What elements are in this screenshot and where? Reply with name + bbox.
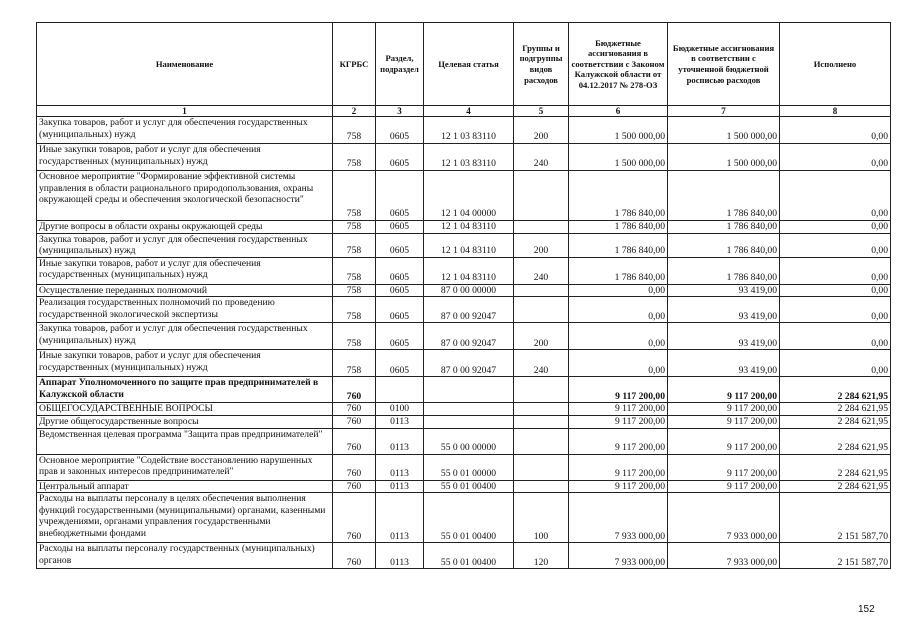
group-cell: 200 <box>514 117 569 144</box>
row-name-cell: Расходы на выплаты персоналу в целях обеспечения выполнения функций государственными (муниципальными) органами, казенными учреждениями, органами управления государственными внебюджетными фондами <box>37 493 333 543</box>
refined-amount-cell: 93 419,00 <box>668 323 780 350</box>
done-amount-cell: 0,00 <box>780 233 891 257</box>
row-name-cell: Иные закупки товаров, работ и услуг для обеспечения государственных (муниципальных) нужд <box>37 144 333 171</box>
target-cell: 55 0 00 00000 <box>424 428 514 454</box>
kgrbs-cell: 758 <box>333 233 376 257</box>
section-cell: 0605 <box>376 221 424 234</box>
table-body <box>37 117 891 569</box>
group-cell <box>514 284 569 297</box>
target-cell <box>424 415 514 428</box>
section-cell: 0605 <box>376 171 424 221</box>
target-cell: 12 1 04 83110 <box>424 221 514 234</box>
kgrbs-cell: 758 <box>333 350 376 377</box>
group-cell: 240 <box>514 144 569 171</box>
section-cell: 0605 <box>376 323 424 350</box>
done-amount-cell: 2 151 587,70 <box>780 493 891 543</box>
group-cell <box>514 415 569 428</box>
row-name-cell: ОБЩЕГОСУДАРСТВЕННЫЕ ВОПРОСЫ <box>37 403 333 416</box>
law-amount-cell: 1 786 840,00 <box>569 257 668 284</box>
section-cell: 0605 <box>376 117 424 144</box>
group-cell <box>514 297 569 323</box>
group-cell: 100 <box>514 493 569 543</box>
refined-amount-cell: 1 786 840,00 <box>668 221 780 234</box>
target-cell <box>424 403 514 416</box>
done-amount-cell: 2 284 621,95 <box>780 377 891 403</box>
table-row <box>37 117 891 144</box>
target-cell: 55 0 01 00000 <box>424 454 514 480</box>
done-amount-cell: 0,00 <box>780 297 891 323</box>
done-amount-cell: 2 284 621,95 <box>780 454 891 480</box>
row-name-cell: Основное мероприятие "Формирование эффективной системы управления в области рационального природопользования, охраны окружающей среды и обеспечения экологической безопасности" <box>37 171 333 221</box>
kgrbs-cell: 760 <box>333 493 376 543</box>
column-number: 1 <box>37 106 333 117</box>
kgrbs-cell: 760 <box>333 480 376 493</box>
target-cell: 55 0 01 00400 <box>424 480 514 493</box>
table-row <box>37 221 891 234</box>
header-section: Раздел, подраздел <box>376 23 424 106</box>
table-row <box>37 323 891 350</box>
done-amount-cell: 0,00 <box>780 171 891 221</box>
refined-amount-cell: 9 117 200,00 <box>668 454 780 480</box>
row-name-cell: Реализация государственных полномочий по проведению государственной экологической экспертизы <box>37 297 333 323</box>
row-name-cell: Другие общегосударственные вопросы <box>37 415 333 428</box>
kgrbs-cell: 758 <box>333 117 376 144</box>
section-cell: 0605 <box>376 144 424 171</box>
row-name-cell: Другие вопросы в области охраны окружающей среды <box>37 221 333 234</box>
column-number: 6 <box>569 106 668 117</box>
row-name-cell: Закупка товаров, работ и услуг для обеспечения государственных (муниципальных) нужд <box>37 233 333 257</box>
done-amount-cell: 2 151 587,70 <box>780 543 891 569</box>
law-amount-cell: 0,00 <box>569 323 668 350</box>
target-cell: 87 0 00 92047 <box>424 297 514 323</box>
law-amount-cell: 1 786 840,00 <box>569 171 668 221</box>
header-name: Наименование <box>37 23 333 106</box>
law-amount-cell: 1 786 840,00 <box>569 233 668 257</box>
column-number: 3 <box>376 106 424 117</box>
refined-amount-cell: 93 419,00 <box>668 350 780 377</box>
table-row <box>37 415 891 428</box>
law-amount-cell: 7 933 000,00 <box>569 543 668 569</box>
budget-table <box>36 22 891 569</box>
group-cell <box>514 480 569 493</box>
done-amount-cell: 0,00 <box>780 117 891 144</box>
table-row <box>37 257 891 284</box>
header-done: Исполнено <box>780 23 891 106</box>
section-cell: 0113 <box>376 543 424 569</box>
section-cell: 0605 <box>376 284 424 297</box>
refined-amount-cell: 1 786 840,00 <box>668 233 780 257</box>
group-cell: 200 <box>514 323 569 350</box>
group-cell: 240 <box>514 257 569 284</box>
row-name-cell: Расходы на выплаты персоналу государственных (муниципальных) органов <box>37 543 333 569</box>
target-cell: 12 1 04 00000 <box>424 171 514 221</box>
table-row <box>37 350 891 377</box>
header-target: Целевая статья <box>424 23 514 106</box>
header-row <box>37 23 891 106</box>
table-row <box>37 428 891 454</box>
law-amount-cell: 9 117 200,00 <box>569 454 668 480</box>
kgrbs-cell: 760 <box>333 403 376 416</box>
done-amount-cell: 0,00 <box>780 350 891 377</box>
law-amount-cell: 9 117 200,00 <box>569 428 668 454</box>
group-cell <box>514 403 569 416</box>
kgrbs-cell: 760 <box>333 543 376 569</box>
refined-amount-cell: 1 786 840,00 <box>668 257 780 284</box>
group-cell: 240 <box>514 350 569 377</box>
done-amount-cell: 2 284 621,95 <box>780 415 891 428</box>
column-number: 7 <box>668 106 780 117</box>
target-cell: 87 0 00 00000 <box>424 284 514 297</box>
section-cell: 0100 <box>376 403 424 416</box>
done-amount-cell: 0,00 <box>780 257 891 284</box>
section-cell <box>376 377 424 403</box>
target-cell: 55 0 01 00400 <box>424 543 514 569</box>
refined-amount-cell: 93 419,00 <box>668 297 780 323</box>
column-number: 8 <box>780 106 891 117</box>
row-name-cell: Осуществление переданных полномочий <box>37 284 333 297</box>
group-cell: 200 <box>514 233 569 257</box>
done-amount-cell: 2 284 621,95 <box>780 428 891 454</box>
law-amount-cell: 9 117 200,00 <box>569 403 668 416</box>
header-groups: Группы и подгруппы видов расходов <box>514 23 569 106</box>
law-amount-cell: 1 500 000,00 <box>569 144 668 171</box>
table-row <box>37 297 891 323</box>
target-cell: 87 0 00 92047 <box>424 350 514 377</box>
section-cell: 0113 <box>376 480 424 493</box>
refined-amount-cell: 1 500 000,00 <box>668 117 780 144</box>
target-cell: 55 0 01 00400 <box>424 493 514 543</box>
header-kgrbs: КГРБС <box>333 23 376 106</box>
section-cell: 0605 <box>376 233 424 257</box>
done-amount-cell: 0,00 <box>780 221 891 234</box>
law-amount-cell: 1 786 840,00 <box>569 221 668 234</box>
row-name-cell: Иные закупки товаров, работ и услуг для обеспечения государственных (муниципальных) нужд <box>37 350 333 377</box>
section-cell: 0605 <box>376 257 424 284</box>
section-cell: 0113 <box>376 415 424 428</box>
group-cell <box>514 221 569 234</box>
target-cell: 12 1 04 83110 <box>424 233 514 257</box>
group-cell <box>514 171 569 221</box>
table-row <box>37 284 891 297</box>
kgrbs-cell: 760 <box>333 415 376 428</box>
group-cell <box>514 377 569 403</box>
table-row <box>37 493 891 543</box>
group-cell: 120 <box>514 543 569 569</box>
kgrbs-cell: 758 <box>333 323 376 350</box>
table-row <box>37 480 891 493</box>
done-amount-cell: 2 284 621,95 <box>780 480 891 493</box>
done-amount-cell: 2 284 621,95 <box>780 403 891 416</box>
header-refined: Бюджетные ассигнования в соответствии с уточненной бюджетной росписью расходов <box>668 23 780 106</box>
refined-amount-cell: 9 117 200,00 <box>668 415 780 428</box>
group-cell <box>514 428 569 454</box>
table-row <box>37 144 891 171</box>
law-amount-cell: 9 117 200,00 <box>569 377 668 403</box>
table-row <box>37 233 891 257</box>
refined-amount-cell: 9 117 200,00 <box>668 480 780 493</box>
refined-amount-cell: 93 419,00 <box>668 284 780 297</box>
table-row <box>37 377 891 403</box>
section-cell: 0605 <box>376 297 424 323</box>
section-cell: 0113 <box>376 428 424 454</box>
table-row <box>37 171 891 221</box>
refined-amount-cell: 9 117 200,00 <box>668 428 780 454</box>
section-cell: 0113 <box>376 454 424 480</box>
budget-table-container <box>36 22 890 569</box>
section-cell: 0113 <box>376 493 424 543</box>
law-amount-cell: 7 933 000,00 <box>569 493 668 543</box>
row-name-cell: Основное мероприятие "Содействие восстановлению нарушенных прав и законных интересов предпринимателей" <box>37 454 333 480</box>
kgrbs-cell: 758 <box>333 221 376 234</box>
law-amount-cell: 1 500 000,00 <box>569 117 668 144</box>
refined-amount-cell: 7 933 000,00 <box>668 493 780 543</box>
law-amount-cell: 9 117 200,00 <box>569 480 668 493</box>
law-amount-cell: 9 117 200,00 <box>569 415 668 428</box>
column-number: 5 <box>514 106 569 117</box>
target-cell: 12 1 04 83110 <box>424 257 514 284</box>
kgrbs-cell: 758 <box>333 284 376 297</box>
column-number: 4 <box>424 106 514 117</box>
law-amount-cell: 0,00 <box>569 350 668 377</box>
row-name-cell: Аппарат Уполномоченного по защите прав предпринимателей в Калужской области <box>37 377 333 403</box>
row-name-cell: Иные закупки товаров, работ и услуг для обеспечения государственных (муниципальных) нужд <box>37 257 333 284</box>
refined-amount-cell: 9 117 200,00 <box>668 403 780 416</box>
refined-amount-cell: 1 786 840,00 <box>668 171 780 221</box>
kgrbs-cell: 758 <box>333 297 376 323</box>
done-amount-cell: 0,00 <box>780 144 891 171</box>
header-law: Бюджетные ассигнования в соответствии с Законом Калужской области от 04.12.2017 № 278-ОЗ <box>569 23 668 106</box>
law-amount-cell: 0,00 <box>569 284 668 297</box>
row-name-cell: Центральный аппарат <box>37 480 333 493</box>
done-amount-cell: 0,00 <box>780 323 891 350</box>
row-name-cell: Ведомственная целевая программа "Защита прав предпринимателей" <box>37 428 333 454</box>
page-number: 152 <box>858 604 875 615</box>
refined-amount-cell: 1 500 000,00 <box>668 144 780 171</box>
kgrbs-cell: 760 <box>333 377 376 403</box>
group-cell <box>514 454 569 480</box>
kgrbs-cell: 758 <box>333 257 376 284</box>
column-number-row <box>37 106 891 117</box>
kgrbs-cell: 758 <box>333 171 376 221</box>
table-row <box>37 543 891 569</box>
kgrbs-cell: 760 <box>333 454 376 480</box>
column-number: 2 <box>333 106 376 117</box>
target-cell: 12 1 03 83110 <box>424 144 514 171</box>
table-row <box>37 403 891 416</box>
refined-amount-cell: 9 117 200,00 <box>668 377 780 403</box>
target-cell: 12 1 03 83110 <box>424 117 514 144</box>
table-row <box>37 454 891 480</box>
row-name-cell: Закупка товаров, работ и услуг для обеспечения государственных (муниципальных) нужд <box>37 117 333 144</box>
section-cell: 0605 <box>376 350 424 377</box>
target-cell <box>424 377 514 403</box>
law-amount-cell: 0,00 <box>569 297 668 323</box>
kgrbs-cell: 760 <box>333 428 376 454</box>
refined-amount-cell: 7 933 000,00 <box>668 543 780 569</box>
done-amount-cell: 0,00 <box>780 284 891 297</box>
row-name-cell: Закупка товаров, работ и услуг для обеспечения государственных (муниципальных) нужд <box>37 323 333 350</box>
kgrbs-cell: 758 <box>333 144 376 171</box>
target-cell: 87 0 00 92047 <box>424 323 514 350</box>
